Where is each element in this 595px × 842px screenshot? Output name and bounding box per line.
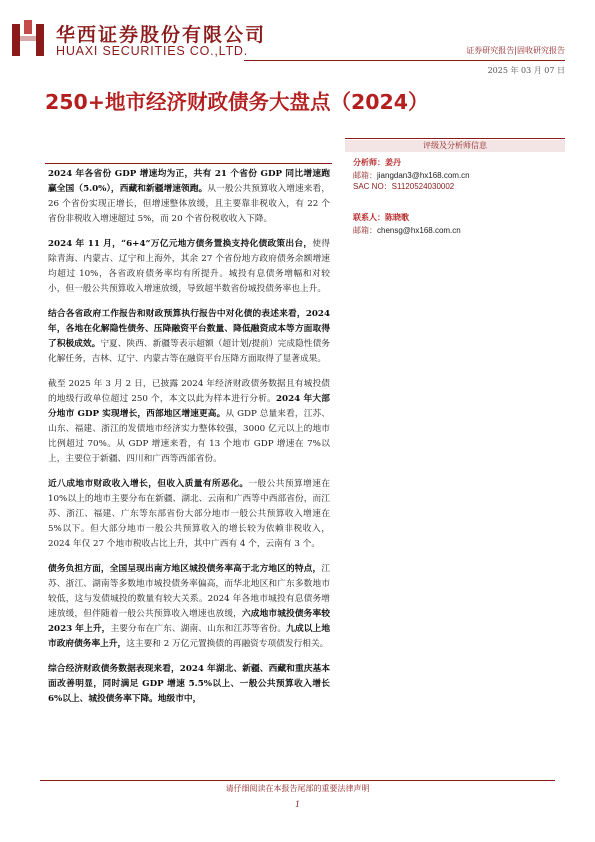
key-point-text: 结合各省政府工作报告和财政预算执行报告中对化债的表述来看，2024 年，各地在化解隐性债务、压降融资平台数量、降低融资成本等方面取得了积极成效。: [48, 309, 330, 350]
contact-email-label: 邮箱：: [353, 226, 377, 235]
key-point-text: 债务负担方面，全国呈现出南方地区城投债务率高于北方地区的特点，: [48, 564, 322, 575]
key-point-text: 六成地市城投债务率较 2023 年上升，: [48, 609, 331, 634]
company-name-en: HUAXI SECURITIES CO.,LTD.: [56, 44, 249, 58]
report-date: 2025 年 03 月 07 日: [487, 66, 565, 75]
key-point-text: 综合经济财政债务数据表现来看，2024 年湖北、新疆、西藏和重庆基本面改善明显，同时满足 GDP 增速 5.5%以上、一般公共预算收入增长 6%以上、城投债务率下降。地级市中，: [48, 664, 330, 705]
huaxi-logo: [10, 18, 48, 58]
summary-paragraph: [48, 662, 330, 707]
summary-paragraph: [48, 377, 330, 466]
sac-number: SAC NO：S1120524030002: [353, 182, 455, 191]
key-point-text: 2024 年 11 月，“6+4”万亿元地方债务置换支持化债政策出台，: [48, 239, 313, 250]
analyst-row: [353, 157, 401, 168]
body-text: 从 GDP 总量来看，江苏、山东、福建、浙江的发债地市经济实力整体较强，3000 亿元以上的地市比例超过 70%。从 GDP 增速来看，有 13 个地市 GDP 增速在 7%以上，主要位于新疆、四川和广西等西部省份。: [48, 409, 330, 464]
analyst-label: 分析师：: [353, 157, 385, 167]
analyst-email-link[interactable]: jiangdan3@hx168.com.cn: [377, 171, 470, 180]
body-text: 使得除青海、内蒙古、辽宁和上海外，其余 27 个省份地方政府债务余额增速均超过 10%，各省政府债务率均有所提升。城投有息债务增幅和对较小，但一般公共预算收入增速放缓，导致超半数省份城投债务率也上升。: [48, 239, 330, 294]
key-point-text: 2024 年大部分地市 GDP 实现增长，西部地区增速更高。: [48, 394, 330, 420]
body-text: 主要分布在广东、湖南、山东和江苏等省份。: [110, 623, 287, 634]
summary-paragraph: [48, 562, 330, 651]
analyst-name: 姜丹: [385, 157, 401, 167]
key-point-text: 2024 年各省份 GDP 增速均为正，共有 21 个省份 GDP 同比增速跑赢全国（5.0%），西藏和新疆增速领跑。: [48, 169, 330, 194]
email-label: 邮箱：: [353, 171, 377, 180]
body-text: 一般公共预算增速在 10%以上的地市主要分布在新疆、湖北、云南和广西等中西部省份，而江苏、浙江、福建、广东等东部省份大部分地市一般公共预算收入增速在 5%以下。但大部分地市一般公共预算收入的增长较为依赖非税收入，2024 年仅 27 个地市税收占比上升，其中广西有 4 个，云南有 3 个。: [48, 479, 331, 549]
contact-email-row: [353, 225, 461, 236]
contact-email-link[interactable]: chensg@hx168.com.cn: [377, 226, 461, 235]
main-divider: [45, 163, 332, 164]
key-point-text: 近八成地市财政收入增长，但收入质量有所恶化。: [48, 479, 249, 490]
analyst-email-row: [353, 170, 470, 181]
footer-divider: [40, 780, 555, 781]
report-type: 证券研究报告|固收研究报告: [466, 46, 565, 55]
contact-name: 陈晓歌: [385, 212, 409, 222]
body-text: 这主要和 2 万亿元置换债的再融资专项债发行相关。: [126, 638, 329, 649]
summary-paragraph: [48, 477, 330, 552]
summary-paragraph: [48, 237, 330, 297]
header-divider: [244, 60, 565, 61]
summary-paragraph: [48, 307, 330, 367]
body-text: 江苏、浙江、湖南等多数地市城投债务率偏高，而华北地区和广东多数地市较低，这与发债城投的数量有较大关系。2024 年各地市城投有息债务增速放缓，但伴随着一般公共预算收入增速也放缓，: [48, 564, 330, 620]
summary-body: [48, 167, 330, 718]
key-point-text: 九成以上地市政府债务率上升，: [48, 623, 331, 649]
analyst-panel-header: 评级及分析师信息: [345, 140, 565, 152]
report-title: 250+地市经济财政债务大盘点（2024）: [45, 90, 429, 114]
contact-label: 联系人：: [353, 212, 385, 222]
company-name-cn: 华西证券股份有限公司: [56, 24, 267, 46]
contact-row: [353, 212, 409, 223]
legal-disclaimer-note: 请仔细阅读在本报告尾部的重要法律声明: [225, 784, 370, 793]
body-text: 宁夏、陕西、新疆等表示超额（超计划/提前）完成隐性债务化解任务，吉林、辽宁、内蒙古等在融资平台压降方面取得了显著成果。: [48, 339, 330, 364]
body-text: 从一般公共预算收入增速来看，26 个省份实现正增长，但增速整体放缓，且主要靠非税收入，有 22 个省份非税收入增速超过 5%，而 20 个省份税收收入下降。: [48, 183, 330, 224]
body-text: 截至 2025 年 3 月 2 日，已披露 2024 年经济财政债务数据且有城投债的地级行政单位超过 250 个，本文以此为样本进行分析。: [48, 379, 330, 405]
panel-divider: [345, 138, 565, 139]
summary-paragraph: [48, 167, 330, 227]
page-number: 1: [294, 800, 301, 809]
